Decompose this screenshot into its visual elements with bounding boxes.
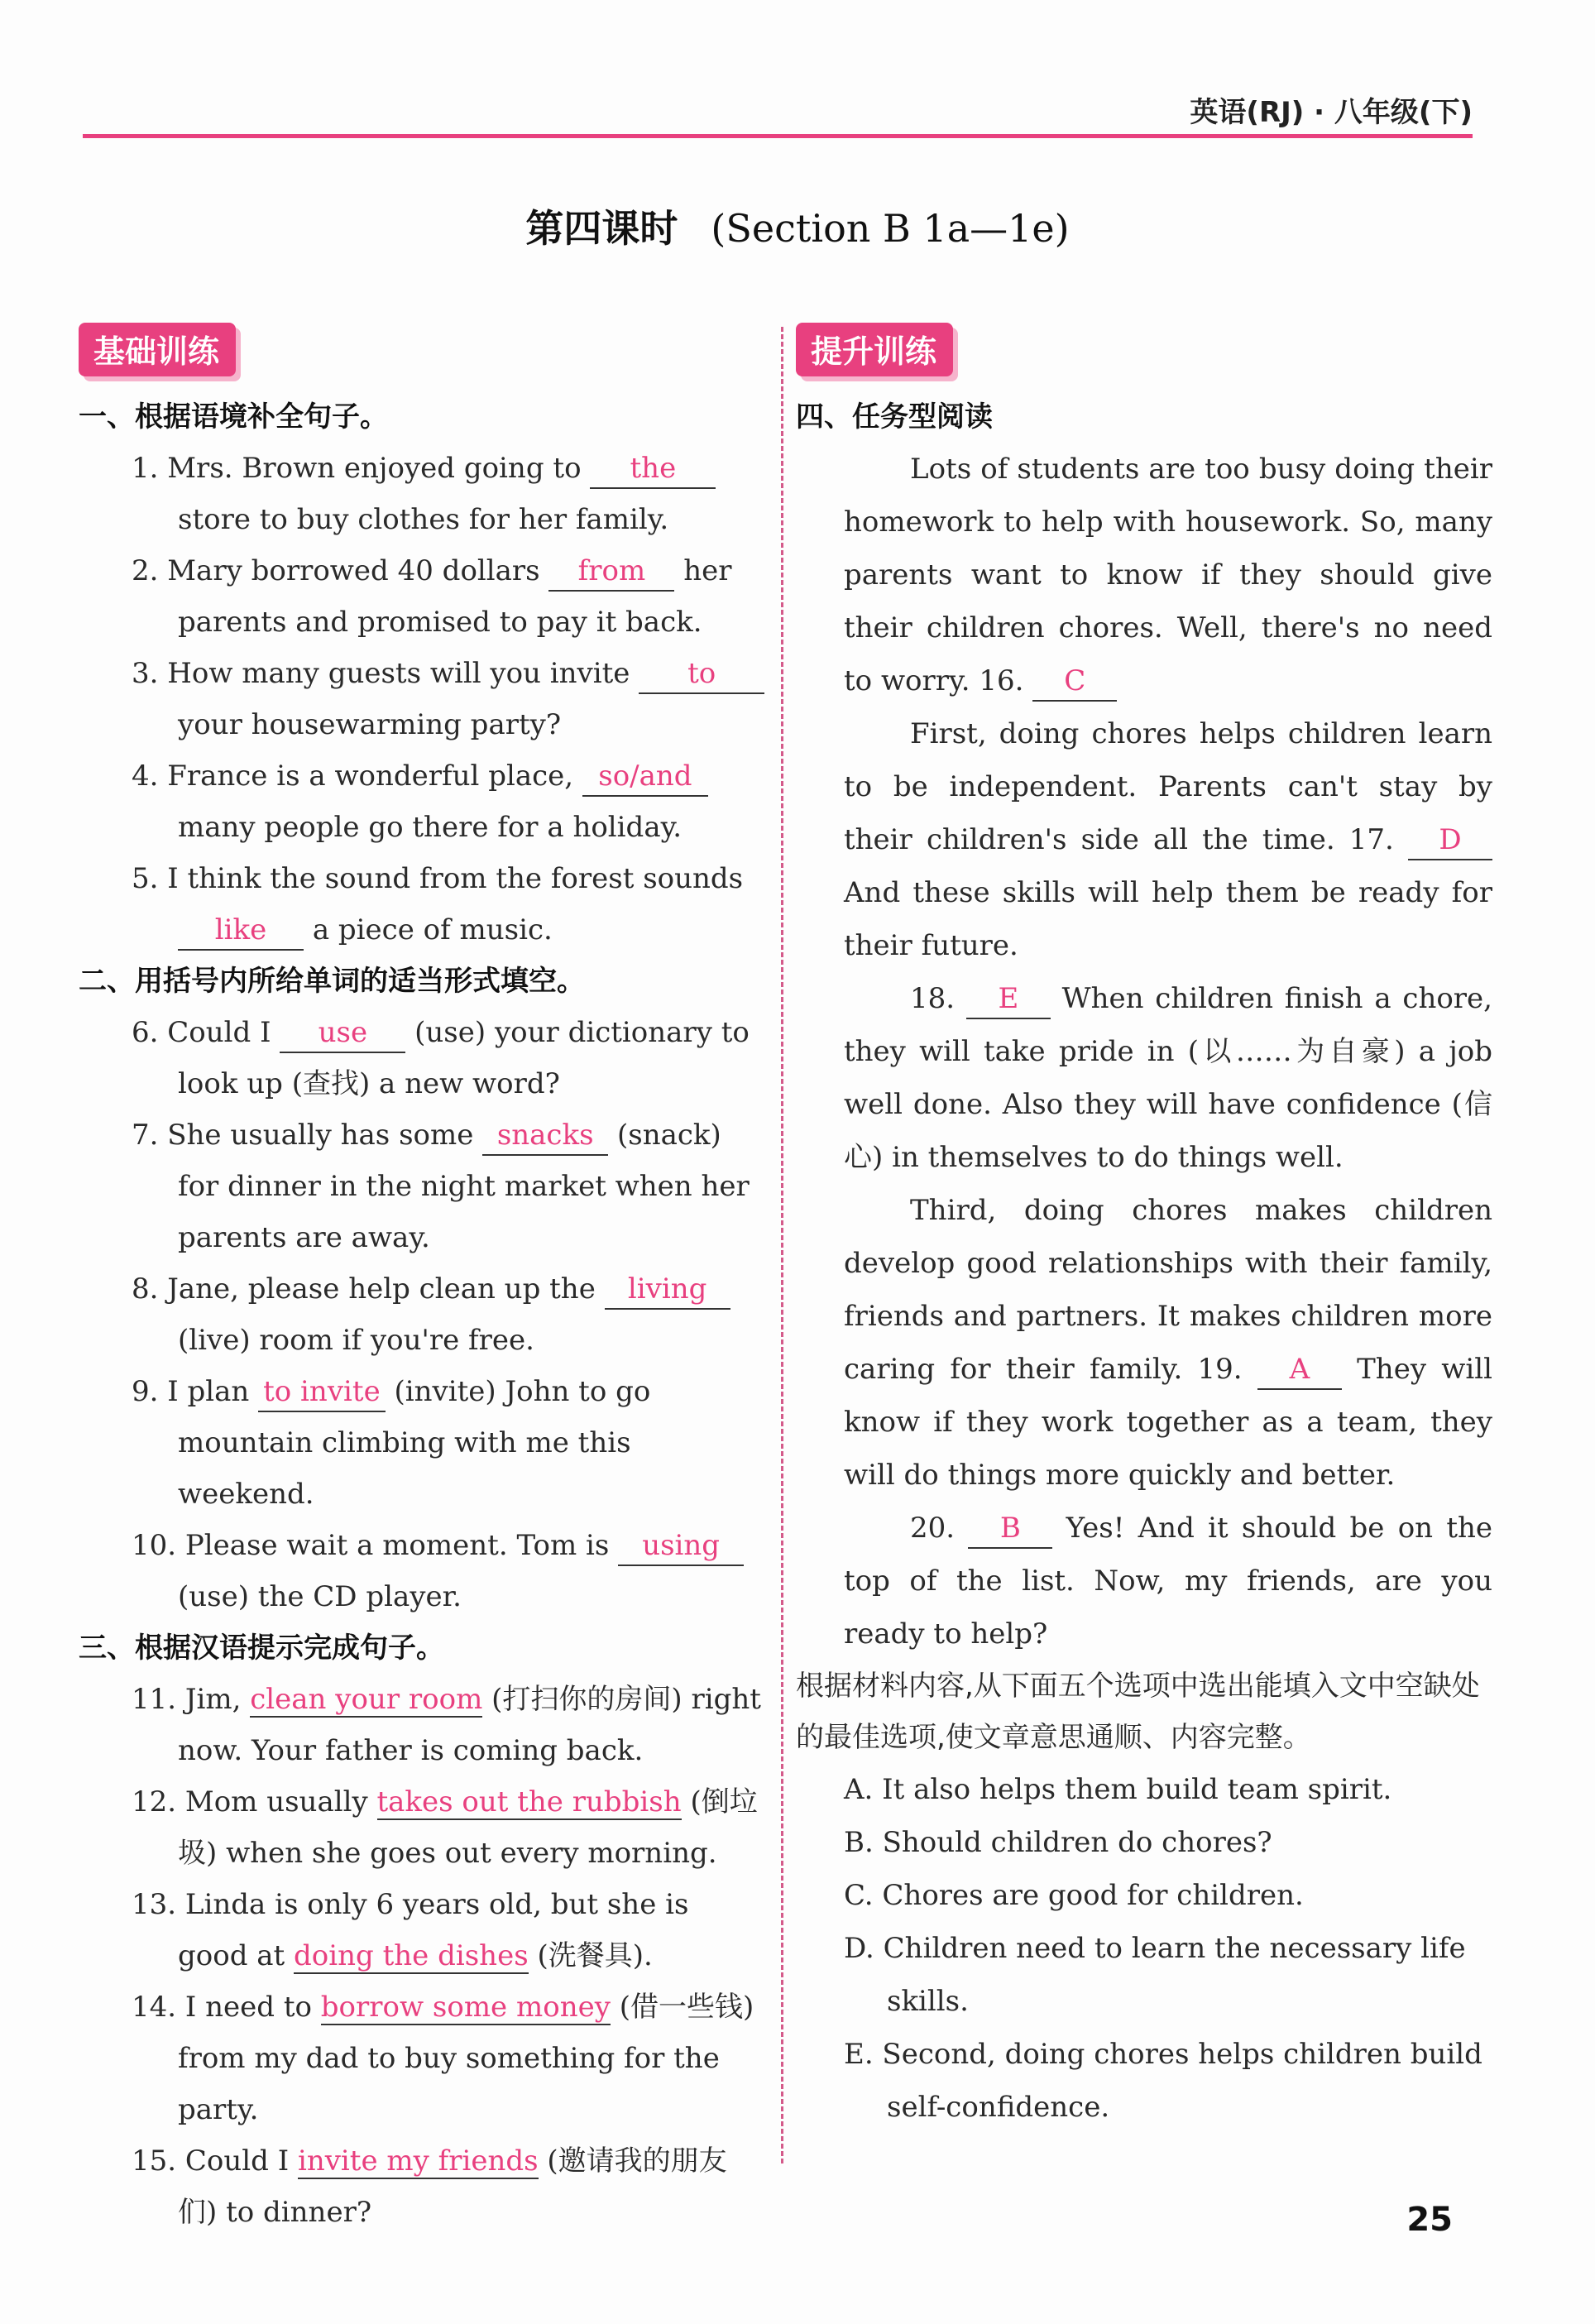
lesson-section: (Section B 1a—1e) (711, 206, 1070, 251)
answer-blank-9[interactable]: to invite (258, 1373, 386, 1412)
options-list (796, 1763, 1492, 2134)
answer-blank-3[interactable]: to (639, 654, 764, 694)
question-12: 12. Mom usually takes out the rubbish (倒垃圾) when she goes out every morning. (132, 1785, 758, 1870)
question-11: 11. Jim, clean your room (打扫你的房间) right now. Your father is coming back. (132, 1683, 761, 1767)
reading-paragraph-2: First, doing chores helps children learn to be independent. Parents can't stay by their children's side all the time. 17. D And these skills will help them be ready for their future. (844, 717, 1492, 962)
answer-blank-19[interactable]: A (1257, 1350, 1342, 1390)
option-d: D. Children need to learn the necessary life skills. (844, 1932, 1466, 2018)
answer-blank-5[interactable]: like (178, 911, 304, 951)
question-10: 10. Please wait a moment. Tom is using (use) the CD player. (128, 1520, 765, 1622)
question-4: 4. France is a wonderful place, so/and many people go there for a holiday. (128, 750, 765, 853)
question-14: 14. I need to borrow some money (借一些钱) from my dad to buy something for the party. (132, 1991, 754, 2126)
question-7: 7. She usually has some snacks (snack) for dinner in the night market when her parents are away. (128, 1109, 765, 1263)
question-2: 2. Mary borrowed 40 dollars from her parents and promised to pay it back. (128, 545, 765, 648)
part2-list (79, 1007, 765, 1622)
reading-paragraph-1: Lots of students are too busy doing their homework to help with housework. So, many parents want to know if they should give their children chores. Well, there's no need to worry. 16. C (844, 443, 1492, 707)
reading-paragraph-5: 20. B Yes! And it should be on the top of the list. Now, my friends, are you ready to help? (844, 1502, 1492, 1660)
left-column (79, 323, 765, 2238)
answer-blank-11[interactable]: clean your room (250, 1683, 483, 1716)
book-header: 英语(RJ) · 八年级(下) (1190, 96, 1473, 129)
question-5: 5. I think the sound from the forest sounds like a piece of music. (128, 853, 765, 956)
option-c: C. Chores are good for children. (844, 1879, 1304, 1912)
reading-paragraph-4: Third, doing chores makes children develop good relationships with their family, friends and partners. It makes children more caring for their family. 19. A They will know if they work together as a team, they will do things more quickly and better. (844, 1194, 1492, 1492)
answer-blank-16[interactable]: C (1032, 662, 1117, 702)
question-3: 3. How many guests will you invite to your housewarming party? (128, 648, 765, 750)
answer-blank-12[interactable]: takes out the rubbish (376, 1785, 682, 1818)
option-b: B. Should children do chores? (844, 1826, 1272, 1859)
right-column (796, 323, 1492, 2134)
basic-training-tag: 基础训练 (79, 323, 236, 376)
lesson-name: 第四课时 (525, 206, 678, 251)
question-9: 9. I plan to invite (invite) John to go mountain climbing with me this weekend. (128, 1366, 765, 1520)
answer-blank-7[interactable]: snacks (482, 1116, 608, 1156)
answer-blank-18[interactable]: E (966, 980, 1051, 1019)
question-13: 13. Linda is only 6 years old, but she is good at doing the dishes (洗餐具). (132, 1888, 689, 1972)
question-6: 6. Could I use (use) your dictionary to look up (查找) a new word? (128, 1007, 765, 1109)
page-number: 25 (1406, 2201, 1453, 2239)
answer-blank-15[interactable]: invite my friends (297, 2144, 539, 2178)
part1-heading: 一、根据语境补全句子。 (79, 400, 388, 434)
answer-blank-4[interactable]: so/and (582, 757, 708, 797)
reading-paragraph-3: 18. E When children finish a chore, they will take pride in (以……为自豪) a job well done. Also they will have confidence (信心) in themselves to do things well. (844, 972, 1492, 1184)
task-instruction: 根据材料内容,从下面五个选项中选出能填入文中空缺处的最佳选项,使文章意思通顺、内容完整。 (796, 1670, 1480, 1754)
part3-heading: 三、根据汉语提示完成句子。 (79, 1632, 444, 1665)
lesson-title (0, 199, 1595, 253)
option-e: E. Second, doing chores helps children build self-confidence. (844, 2038, 1482, 2124)
part2-heading: 二、用括号内所给单词的适当形式填空。 (79, 965, 585, 998)
column-divider (781, 327, 783, 2163)
option-a: A. It also helps them build team spirit. (844, 1773, 1392, 1806)
question-8: 8. Jane, please help clean up the living (live) room if you're free. (128, 1263, 765, 1366)
question-15: 15. Could I invite my friends (邀请我的朋友们) to dinner? (132, 2144, 727, 2229)
header-divider (83, 134, 1473, 138)
answer-blank-2[interactable]: from (548, 552, 674, 592)
answer-blank-10[interactable]: using (618, 1526, 744, 1566)
answer-blank-8[interactable]: living (605, 1270, 730, 1310)
part1-list (79, 443, 765, 956)
answer-blank-13[interactable]: doing the dishes (294, 1939, 529, 1972)
answer-blank-20[interactable]: B (968, 1509, 1052, 1549)
part3-list (79, 1674, 765, 2238)
answer-blank-1[interactable]: the (590, 449, 716, 489)
answer-blank-17[interactable]: D (1408, 821, 1492, 860)
answer-blank-14[interactable]: borrow some money (320, 1991, 611, 2024)
question-1: 1. Mrs. Brown enjoyed going to the store to buy clothes for her family. (128, 443, 765, 545)
answer-blank-6[interactable]: use (280, 1013, 405, 1053)
advanced-training-tag: 提升训练 (796, 323, 953, 376)
part4-heading: 四、任务型阅读 (796, 400, 993, 434)
